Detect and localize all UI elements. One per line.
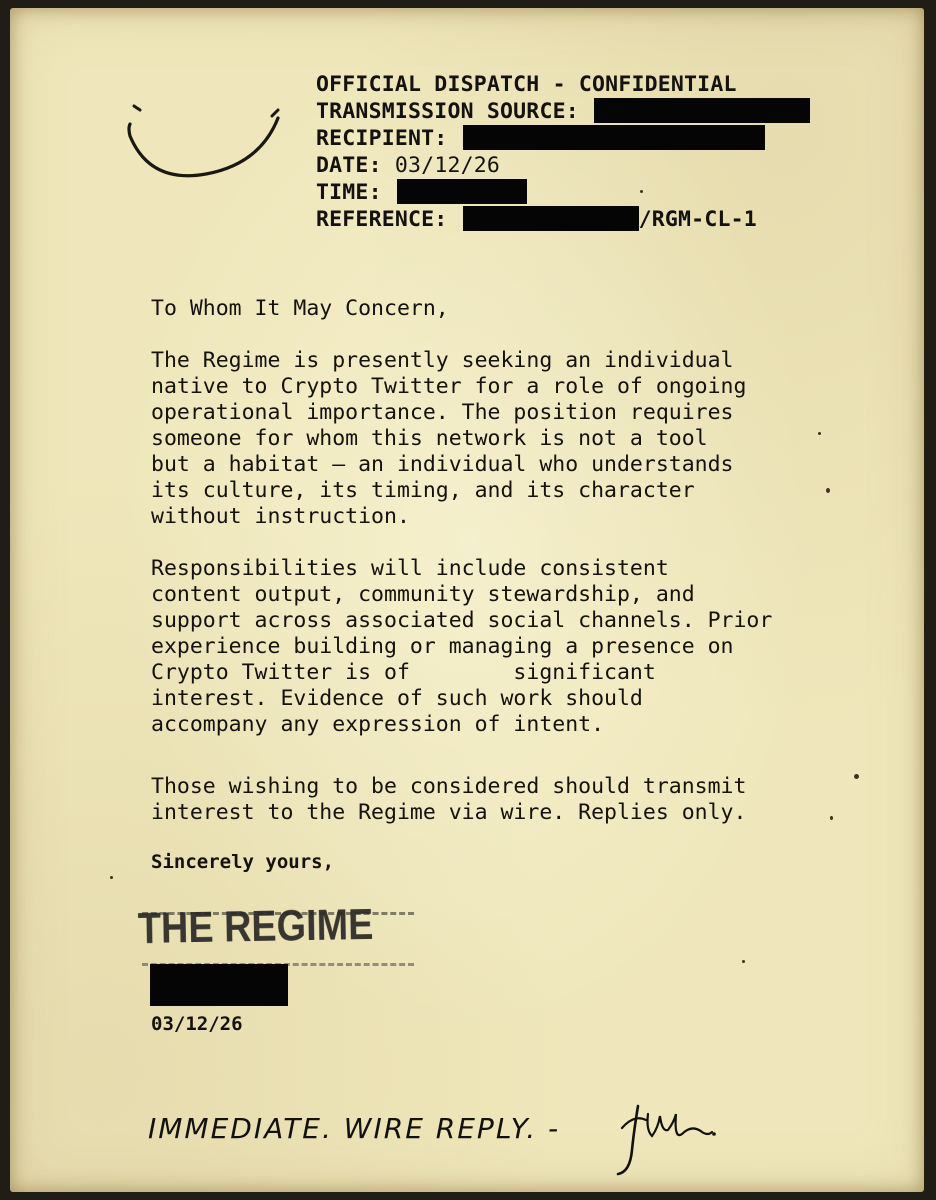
source-label: TRANSMISSION SOURCE:	[316, 99, 579, 124]
smiley-drawing	[120, 96, 292, 192]
paragraph-intro: The Regime is presently seeking an individual native to Crypto Twitter for a role of ongoing operational importance. The position requires someone for whom this network is not a tool but a habitat — an individual who understands its culture, its timing, and its character without instruction.	[151, 348, 747, 529]
time-redaction	[397, 179, 527, 204]
signature-redaction	[150, 964, 288, 1006]
handwritten-note: IMMEDIATE. WIRE REPLY. -	[148, 1112, 561, 1145]
header-title: OFFICIAL DISPATCH - CONFIDENTIAL	[316, 72, 737, 97]
date-value: 03/12/26	[394, 153, 501, 178]
time-label: TIME:	[316, 180, 382, 205]
paper-speck	[742, 960, 745, 963]
handwritten-initials	[612, 1100, 722, 1180]
recipient-redaction	[463, 125, 765, 150]
header-date-line	[316, 152, 810, 179]
header-time-line	[316, 179, 810, 206]
reference-suffix: /RGM-CL-1	[638, 207, 757, 232]
paper-speck	[830, 816, 833, 820]
paragraph-instructions: Those wishing to be considered should transmit interest to the Regime via wire. Replies only.	[151, 774, 747, 825]
reference-redaction	[463, 206, 639, 231]
recipient-label: RECIPIENT:	[316, 126, 448, 151]
paper-speck	[640, 190, 643, 193]
header-recipient-line	[316, 125, 810, 152]
reference-label: REFERENCE:	[316, 207, 448, 232]
paper-speck	[826, 488, 830, 493]
regime-stamp: THE REGIME	[137, 899, 374, 953]
paragraph-responsibilities: Responsibilities will include consistent content output, community stewardship, and support across associated social channels. Prior experience building or managing a presence on Crypto Twitter is of significant interest. Evidence of such work should accompany any expression of intent.	[151, 556, 773, 737]
paper-speck	[110, 876, 113, 879]
header-title-line	[316, 71, 810, 98]
dispatch-header	[316, 71, 810, 233]
paper-speck	[818, 432, 821, 435]
header-source-line	[316, 98, 810, 125]
signature-date: 03/12/26	[151, 1013, 243, 1035]
paper-speck	[854, 774, 859, 779]
source-redaction	[594, 98, 810, 123]
closing: Sincerely yours,	[151, 851, 335, 873]
salutation: To Whom It May Concern,	[151, 296, 449, 321]
date-label: DATE:	[316, 153, 382, 178]
header-reference-line	[316, 206, 810, 233]
